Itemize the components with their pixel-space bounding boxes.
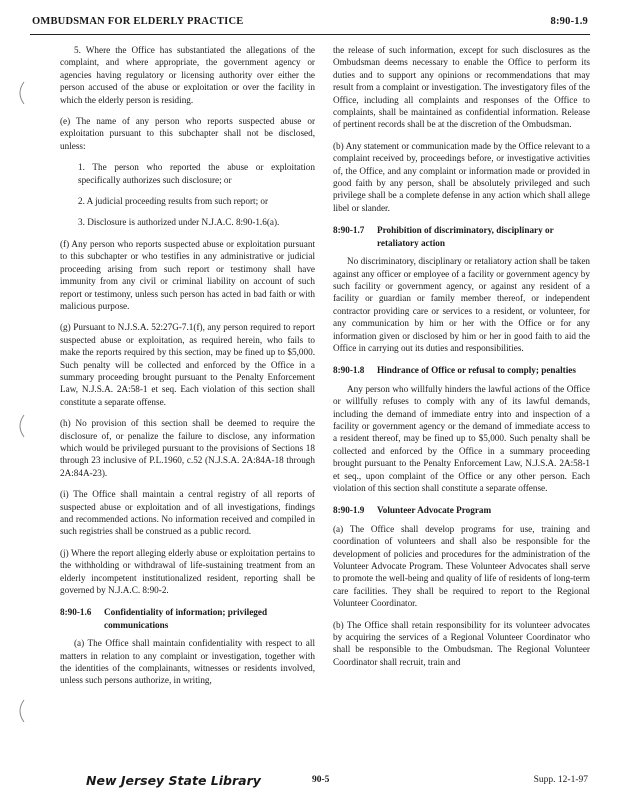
section-number: 8:90-1.8	[333, 365, 365, 376]
section-number: 8:90-1.7	[333, 225, 365, 236]
supplement-date: Supp. 12-1-97	[533, 775, 588, 785]
paragraph-1-9-a: (a) The Office shall develop programs for use, training and coordination of volunteers and shall also be responsible for the development of policies and procedures for the administration of the Volunteer Advocate Program. These Volunteer Advocates shall serve to promote the well-being and quality of life of residents of long-term care facilities. They shall be required to report to the Regional Volunteer Coordinator.	[333, 523, 590, 609]
paragraph-1-9-b: (b) The Office shall retain responsibility for its volunteer advocates by acquiring the services of a Regional Volunteer Coordinator who shall be responsible to the Ombudsman. The Regional Volunteer Coordinator shall recruit, train and	[333, 619, 590, 667]
header-section: 8:90-1.9	[550, 16, 588, 27]
library-stamp: New Jersey State Library	[86, 773, 261, 788]
list-item-e1: 1. The person who reported the abuse or exploitation specifically authorizes such disclosure; or	[78, 162, 315, 185]
punch-hole-mark-bottom	[14, 698, 28, 724]
paragraph-1-6-b: (b) Any statement or communication made by the Office relevant to a complaint received by, proceedings before, or investigative activities of, the Office, and any complaint or information made or provided in good faith by any person, shall be absolutely privileged and such privilege shall be a complete defense in any action which shall allege libel or slander.	[333, 140, 590, 213]
section-title: Prohibition of discriminatory, disciplinary or retaliatory action	[377, 225, 554, 248]
section-heading-1-8	[333, 364, 590, 376]
paragraph-1-6-a: (a) The Office shall maintain confidentiality with respect to all matters in relation to any complaint or investigation, together with the identities of the complainants, witnesses or residents involved, unless such persons authorize, in writing,	[60, 638, 315, 686]
page-footer	[30, 773, 590, 793]
header-title: OMBUDSMAN FOR ELDERLY PRACTICE	[32, 16, 244, 27]
paragraph-f: (f) Any person who reports suspected abuse or exploitation pursuant to this subchapter or who testifies in any administrative or judicial proceeding arising from such report or testimony shall have immunity from any civil or criminal liability on account of such report or testimony, unless such person has acted in bad faith or with malicious purpose.	[60, 238, 315, 311]
section-number: 8:90-1.6	[60, 607, 92, 618]
paragraph-1-8: Any person who willfully hinders the lawful actions of the Office or willfully refuses to comply with any of its lawful demands, including the demand of immediate entry into and inspection of a facility or government agency or the demand of immediate access to a resident thereof, may be fined up to $5,000. Such penalty shall be collected and enforced by the Office in a summary proceeding brought pursuant to the Penalty Enforcement Law, N.J.S.A. 2A:58-1 et seq., upon complaint of the Office or any other person. Each violation of this section shall constitute a separate offense.	[333, 383, 590, 493]
paragraph-h: (h) No provision of this section shall be deemed to require the disclosure of, or penalize the failure to disclose, any information which would be privileged pursuant to the provisions of Sections 18 through 23 inclusive of P.L.1960, c.52 (N.J.S.A. 2A:84A-18 through 2A:84A-23).	[60, 418, 315, 478]
paragraph-1-7: No discriminatory, disciplinary or retaliatory action shall be taken against any officer or employee of a facility or government agency by such facility or government agency, or against any resident of a facility or guardian or family member thereof, or independent contractor providing care or services to a resident, or volunteer, for any communication by him or her with the Office or for any information given or disclosed by him or her in good faith to aid the Office in carrying out its duties and responsibilities.	[333, 256, 590, 353]
section-heading-1-6	[60, 606, 315, 631]
list-item-e3: 3. Disclosure is authorized under N.J.A.C. 8:90-1.6(a).	[78, 217, 280, 228]
section-title: Hindrance of Office or refusal to comply; penalties	[377, 365, 576, 376]
section-number: 8:90-1.9	[333, 505, 365, 516]
section-heading-1-9	[333, 504, 590, 516]
paragraph-g: (g) Pursuant to N.J.S.A. 52:27G-7.1(f), any person required to report suspected abuse or exploitation, as required herein, who fails to make the reports required by this section, may be fined up to $5,000. Such penalty will be collected and enforced by the Office in a summary proceeding brought pursuant to the Penalty Enforcement Law, N.J.S.A. 2A:58-1 et seq. Each violation of this section shall constitute a separate offense.	[60, 322, 315, 407]
paragraph-d5: 5. Where the Office has substantiated the allegations of the complaint, and where appropriate, the government agency or agencies having regulatory or licensing authority over either the person accused of the abuse or exploitation or over the facility in which the elderly person is residing.	[60, 45, 315, 105]
paragraph-e: (e) The name of any person who reports suspected abuse or exploitation pursuant to this subchapter shall not be disclosed, unless:	[60, 116, 315, 151]
paragraph-i: (i) The Office shall maintain a central registry of all reports of suspected abuse or exploitation and of all investigations, findings and recommended actions. No information received and compiled in such registries shall be construed as a public record.	[60, 489, 315, 537]
left-column	[60, 44, 315, 696]
punch-hole-mark-middle	[14, 413, 28, 439]
punch-hole-mark-top	[14, 80, 28, 106]
paragraph-j: (j) Where the report alleging elderly abuse or exploitation pertains to the withholding or withdrawal of life-sustaining treatment from an elderly incompetent institutionalized resident, reporting shall be governed by N.J.A.C. 8:90-2.	[60, 547, 315, 596]
page-number: 90-5	[312, 775, 330, 785]
right-column	[333, 44, 590, 677]
section-title: Confidentiality of information; privileged communications	[104, 607, 268, 630]
running-header	[30, 12, 590, 35]
list-item-e2: 2. A judicial proceeding results from such report; or	[78, 196, 269, 207]
paragraph-continuation: the release of such information, except for such disclosures as the Ombudsman deems necessary to enable the Office to perform its duties and to support any opinions or recommendations that may result from a complaint or investigation. The investigatory files of the Office, including all complaints and responses of the Office to complaints, shall be maintained as confidential information. Release of pertinent records shall be at the discretion of the Ombudsman.	[333, 45, 590, 130]
section-title: Volunteer Advocate Program	[377, 505, 492, 516]
section-heading-1-7	[333, 224, 590, 249]
